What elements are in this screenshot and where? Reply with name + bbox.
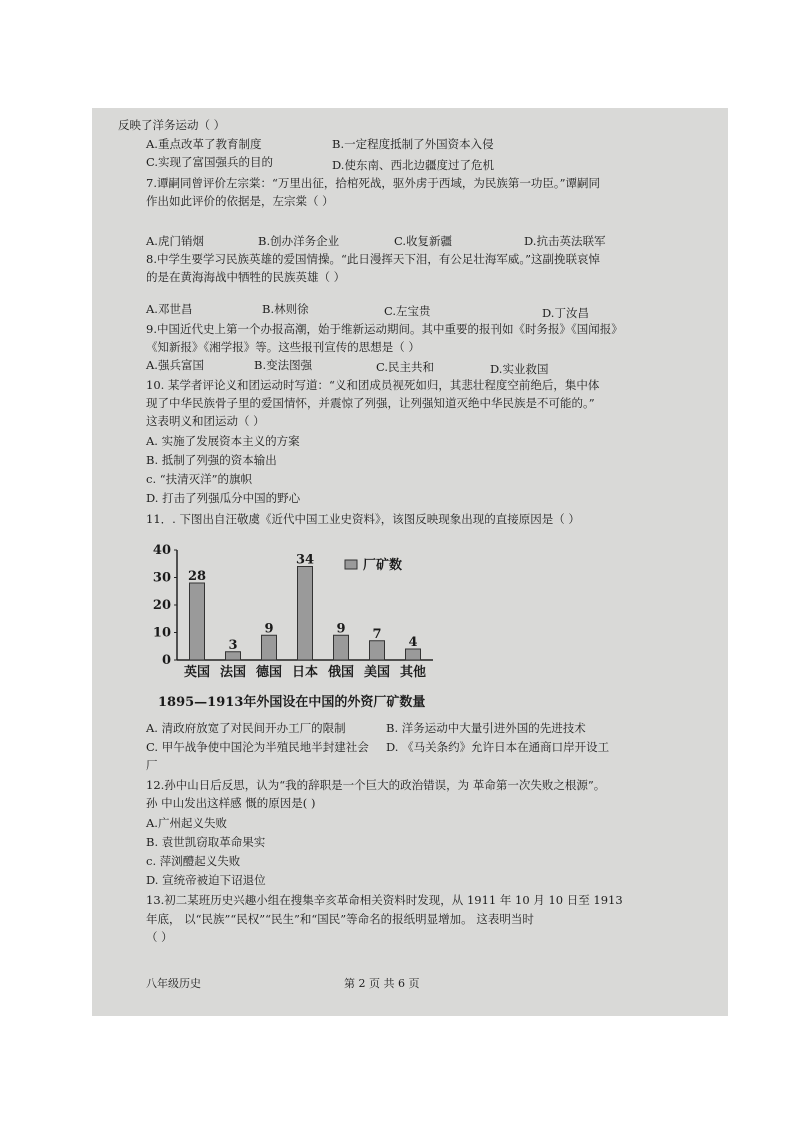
bar [334,635,349,660]
y-tick-label: 0 [161,653,171,668]
bar [190,583,205,660]
q13-stem-line1: 13.初二某班历史兴趣小组在搜集辛亥革命相关资料时发现，从 1911 年 10 月 10 日至 1913 [146,893,623,907]
q9-option-c: C.民主共和 [376,360,435,374]
q12-stem-line1: 12.孙中山日后反思，认为“我的辞职是一个巨大的政治错误，为 革命第一次失败之根源”。 [146,778,606,792]
q8-option-a: A.邓世昌 [146,302,193,316]
factory-bar-chart [147,540,437,690]
q7-option-b: B.创办洋务企业 [258,234,340,248]
q9-option-b: B.变法图强 [254,358,313,372]
q12-option-b: B. 袁世凯窃取革命果实 [146,835,266,849]
q10-stem-line1: 10. 某学者评论义和团运动时写道：“义和团成员视死如归，其悲壮程度空前绝后，集中体 [146,378,600,392]
bar-value-label: 9 [336,621,346,637]
q10-option-b: B. 抵制了列强的资本输出 [146,453,277,467]
q8-stem-line1: 8.中学生要学习民族英雄的爱国情操。“此日漫挥天下泪，有公足壮海军威。”这副挽联哀悼 [146,252,600,266]
q7-stem-line2: 作出如此评价的依据是，左宗棠（ ） [146,194,334,208]
bar [262,635,277,660]
q12-option-a: A.广州起义失败 [146,816,227,830]
q8-option-c: C.左宝贵 [384,304,431,318]
q9-option-a: A.强兵富国 [146,358,204,372]
bar-value-label: 7 [372,626,382,642]
bar-value-label: 28 [187,569,207,584]
x-tick-label: 俄国 [327,665,355,680]
chart-svg [147,540,437,690]
bar-value-label: 4 [408,635,418,650]
q10-option-c: c. “扶清灭洋”的旗帜 [146,472,253,486]
y-tick-label: 20 [152,598,171,613]
q7-option-c: C.收复新疆 [394,234,453,248]
q8-option-b: B.林则徐 [262,302,309,316]
footer-page-number: 第 2 页 共 6 页 [344,977,420,990]
q10-option-a: A. 实施了发展资本主义的方案 [146,434,300,448]
q9-stem-line2: 《知新报》《湘学报》等。这些报刊宣传的思想是（ ） [146,340,420,354]
x-tick-label: 其他 [399,665,427,680]
x-tick-label: 法国 [219,665,247,680]
q7-stem-line1: 7.谭嗣同曾评价左宗棠：“万里出征，拾棺死战，驱外虏于西域，为民族第一功臣。”谭嗣同 [146,176,600,190]
y-tick-label: 10 [152,625,171,641]
x-tick-label: 英国 [183,665,211,680]
legend-swatch [345,560,357,569]
y-tick-label: 30 [152,570,171,586]
bar [298,567,313,661]
exam-page [92,108,728,1016]
bar-value-label: 3 [228,637,238,653]
q11-option-c: C. 甲午战争使中国沦为半殖民地半封建社会 [146,740,369,754]
bar [226,652,241,660]
q10-option-d: D. 打击了列强瓜分中国的野心 [146,491,301,505]
q6-option-a: A.重点改革了教育制度 [146,137,262,151]
x-tick-label: 德国 [255,665,283,680]
x-tick-label: 日本 [291,665,319,680]
question-6-stem-end: 反映了洋务运动（ ） [118,118,226,132]
q13-stem-line3: （ ） [146,930,173,944]
q6-option-c: C.实现了富国强兵的目的 [146,155,274,169]
q11-option-b: B. 洋务运动中大量引进外国的先进技术 [386,721,586,735]
footer-subject: 八年级历史 [146,977,201,990]
q9-option-d: D.实业救国 [490,362,549,376]
x-tick-label: 美国 [363,665,391,680]
chart-caption: 1895—1913年外国设在中国的外资厂矿数量 [158,695,426,710]
q8-option-d: D.丁汝昌 [542,306,589,320]
q12-stem-line2: 孙 中山发出这样感 慨的原因是( ) [146,796,316,810]
y-tick-label: 40 [152,543,171,558]
q8-stem-line2: 的是在黄海海战中牺牲的民族英雄（ ） [146,270,346,284]
q6-option-d: D.使东南、西北边疆度过了危机 [332,158,494,172]
q11-stem: 11．. 下图出自汪敬虞《近代中国工业史资料》，该图反映现象出现的直接原因是（ ） [146,512,580,526]
bar-value-label: 34 [295,552,315,568]
q11-option-d: D. 《马关条约》允许日本在通商口岸开设工 [386,740,610,754]
bar [370,641,385,660]
q7-option-d: D.抗击英法联军 [524,234,606,248]
q6-option-b: B.一定程度抵制了外国资本入侵 [332,137,494,151]
legend-label: 厂矿数 [363,558,403,573]
q7-option-a: A.虎门销烟 [146,234,204,248]
q11-option-d-cont: 厂 [146,758,158,772]
q12-option-c: c. 萍浏醴起义失败 [146,854,241,868]
q10-stem-line2: 现了中华民族骨子里的爱国情怀，并震惊了列强，让列强知道灭绝中华民族是不可能的。” [146,396,595,410]
q13-stem-line2: 年底， 以“民族”“民权”“民生”和“国民”等命名的报纸明显增加。 这表明当时 [146,912,534,926]
q9-stem-line1: 9.中国近代史上第一个办报高潮，始于维新运动期间。其中重要的报刊如《时务报》《国闻报》 [146,322,623,336]
bar [406,649,421,660]
bar-value-label: 9 [264,621,274,637]
q12-option-d: D. 宣统帝被迫下诏退位 [146,873,266,887]
q10-stem-line3: 这表明义和团运动（ ） [146,414,265,428]
q11-option-a: A. 清政府放宽了对民间开办工厂的限制 [146,721,346,735]
